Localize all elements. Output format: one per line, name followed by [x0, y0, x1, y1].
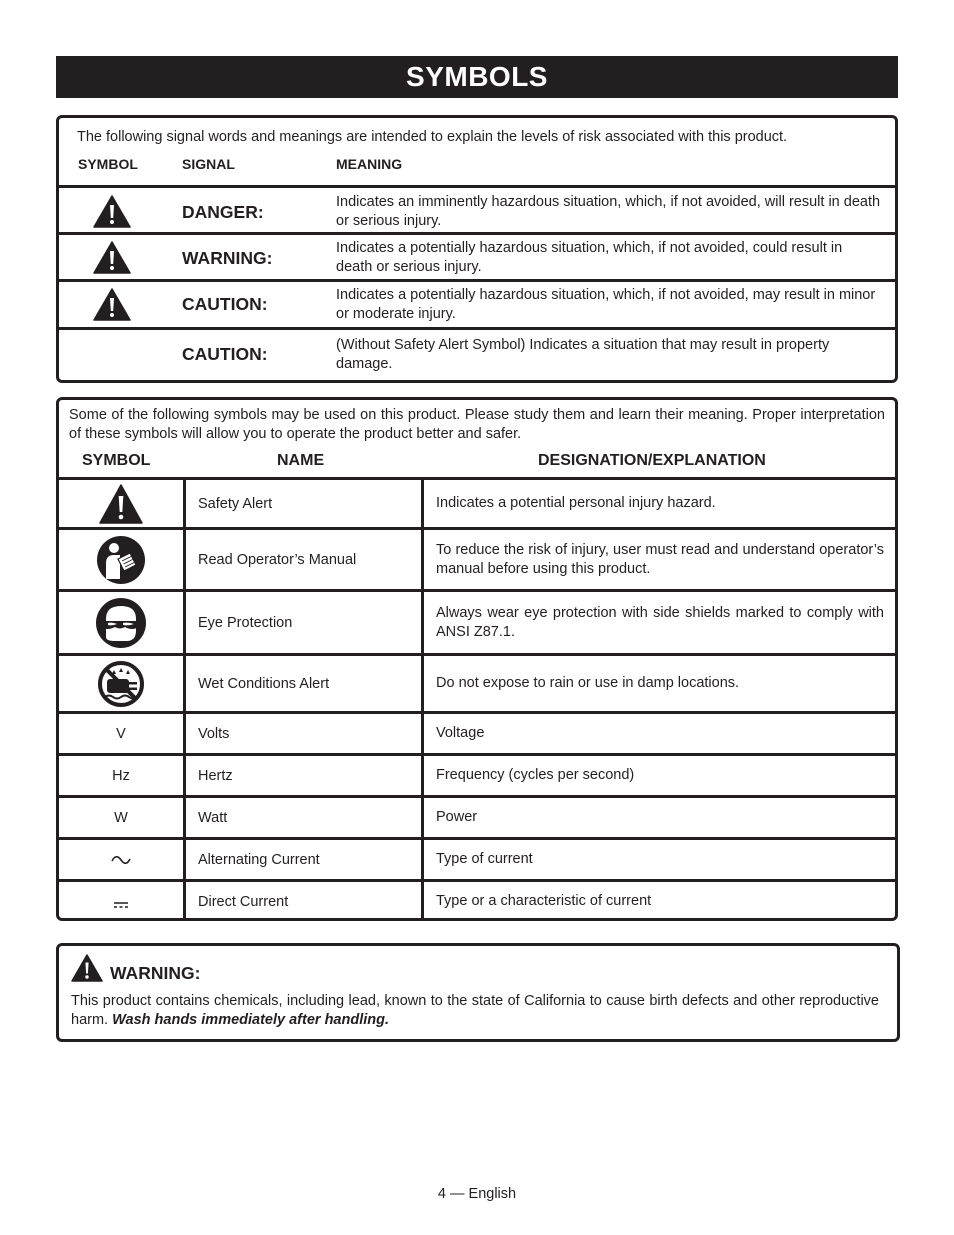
- symbol-cell: [59, 592, 183, 653]
- read-manual-icon: [96, 535, 146, 585]
- symbol-cell: [59, 530, 183, 589]
- symbol-explanation: Type of current: [421, 840, 895, 879]
- eye-protection-icon: [95, 597, 147, 649]
- symbol-row-wet-conditions: [59, 653, 895, 711]
- signal-word: CAUTION:: [182, 344, 268, 364]
- signal-row-caution: [59, 279, 895, 327]
- symbol-explanation: Power: [421, 798, 895, 837]
- signal-intro: The following signal words and meanings are intended to explain the levels of risk associated with this product.: [77, 129, 788, 145]
- symbol-text: V: [116, 725, 126, 742]
- warning-emphasis: Wash hands immediately after handling.: [112, 1011, 390, 1028]
- symbol-explanation: Voltage: [421, 714, 895, 753]
- symbol-name: Hertz: [183, 756, 421, 795]
- symbol-row-alternating-current: [59, 837, 895, 879]
- symbols-header-designation: DESIGNATION/EXPLANATION: [538, 452, 766, 469]
- symbol-cell: [59, 480, 183, 527]
- symbol-explanation: Do not expose to rain or use in damp locations.: [421, 656, 895, 711]
- symbol-explanation: Indicates a potential personal injury hazard.: [421, 480, 895, 527]
- symbol-row-hertz: [59, 753, 895, 795]
- signal-words-box: [56, 115, 898, 383]
- wet-conditions-icon: [97, 660, 145, 708]
- safety-alert-icon: [71, 954, 103, 982]
- signal-row-danger: [59, 185, 895, 234]
- warning-title: WARNING:: [110, 963, 201, 983]
- signal-meaning: Indicates an imminently hazardous situation, which, if not avoided, will result in death or serious injury.: [336, 194, 881, 229]
- symbol-name: Alternating Current: [183, 840, 421, 879]
- symbol-explanation: To reduce the risk of injury, user must read and understand operator’s manual before using this product.: [421, 530, 895, 589]
- symbols-header-name: NAME: [277, 452, 325, 469]
- signal-meaning: Indicates a potentially hazardous situation, which, if not avoided, could result in death or serious injury.: [336, 240, 843, 275]
- symbol-row-watt: [59, 795, 895, 837]
- alternating-current-icon: [111, 854, 131, 866]
- safety-alert-icon: [99, 484, 143, 524]
- symbol-explanation: Type or a characteristic of current: [421, 882, 895, 921]
- signal-header-meaning: MEANING: [336, 156, 403, 172]
- safety-alert-icon: [93, 288, 131, 321]
- symbol-cell: [59, 882, 183, 921]
- signal-header-signal: SIGNAL: [182, 156, 235, 172]
- symbol-cell: [59, 840, 183, 879]
- signal-row-warning: [59, 232, 895, 279]
- page-title: SYMBOLS: [56, 56, 898, 98]
- signal-row-caution-no-symbol: [59, 327, 895, 383]
- symbol-explanation: Frequency (cycles per second): [421, 756, 895, 795]
- signal-word: DANGER:: [182, 202, 264, 222]
- symbol-row-eye-protection: [59, 589, 895, 653]
- symbol-name: Eye Protection: [183, 592, 421, 653]
- symbol-name: Read Operator’s Manual: [183, 530, 421, 589]
- symbol-name: Volts: [183, 714, 421, 753]
- symbols-header-symbol: SYMBOL: [82, 452, 151, 469]
- symbols-box: [56, 397, 898, 921]
- signal-header-symbol: SYMBOL: [78, 156, 138, 172]
- symbol-row-safety-alert: [59, 477, 895, 527]
- symbol-text: Hz: [112, 767, 130, 784]
- symbol-name: Safety Alert: [183, 480, 421, 527]
- prop65-warning-box: [56, 943, 900, 1042]
- warning-text: This product contains chemicals, including lead, known to the state of California to cause birth defects and other reproductive harm. Wash hands immediately after handling.: [71, 993, 879, 1028]
- symbol-cell: [59, 656, 183, 711]
- signal-word: CAUTION:: [182, 294, 268, 314]
- symbol-row-direct-current: [59, 879, 895, 921]
- symbol-name: Watt: [183, 798, 421, 837]
- symbol-row-read-manual: [59, 527, 895, 589]
- signal-meaning: (Without Safety Alert Symbol) Indicates a situation that may result in property damage.: [336, 337, 830, 372]
- signal-meaning: Indicates a potentially hazardous situation, which, if not avoided, may result in minor or moderate injury.: [336, 287, 876, 322]
- symbols-intro: Some of the following symbols may be used on this product. Please study them and learn their meaning. Proper interpretation of these symbols will allow you to operate the product better and safer.: [69, 407, 885, 442]
- symbol-text: W: [114, 809, 128, 826]
- symbol-explanation: Always wear eye protection with side shields marked to comply with ANSI Z87.1.: [421, 592, 895, 653]
- direct-current-icon: [114, 901, 128, 909]
- page-footer: 4 — English: [437, 1186, 517, 1202]
- safety-alert-icon: [93, 195, 131, 228]
- symbol-row-volts: [59, 711, 895, 753]
- safety-alert-icon: [93, 241, 131, 274]
- signal-word: WARNING:: [182, 248, 273, 268]
- symbol-name: Wet Conditions Alert: [183, 656, 421, 711]
- symbol-name: Direct Current: [183, 882, 421, 921]
